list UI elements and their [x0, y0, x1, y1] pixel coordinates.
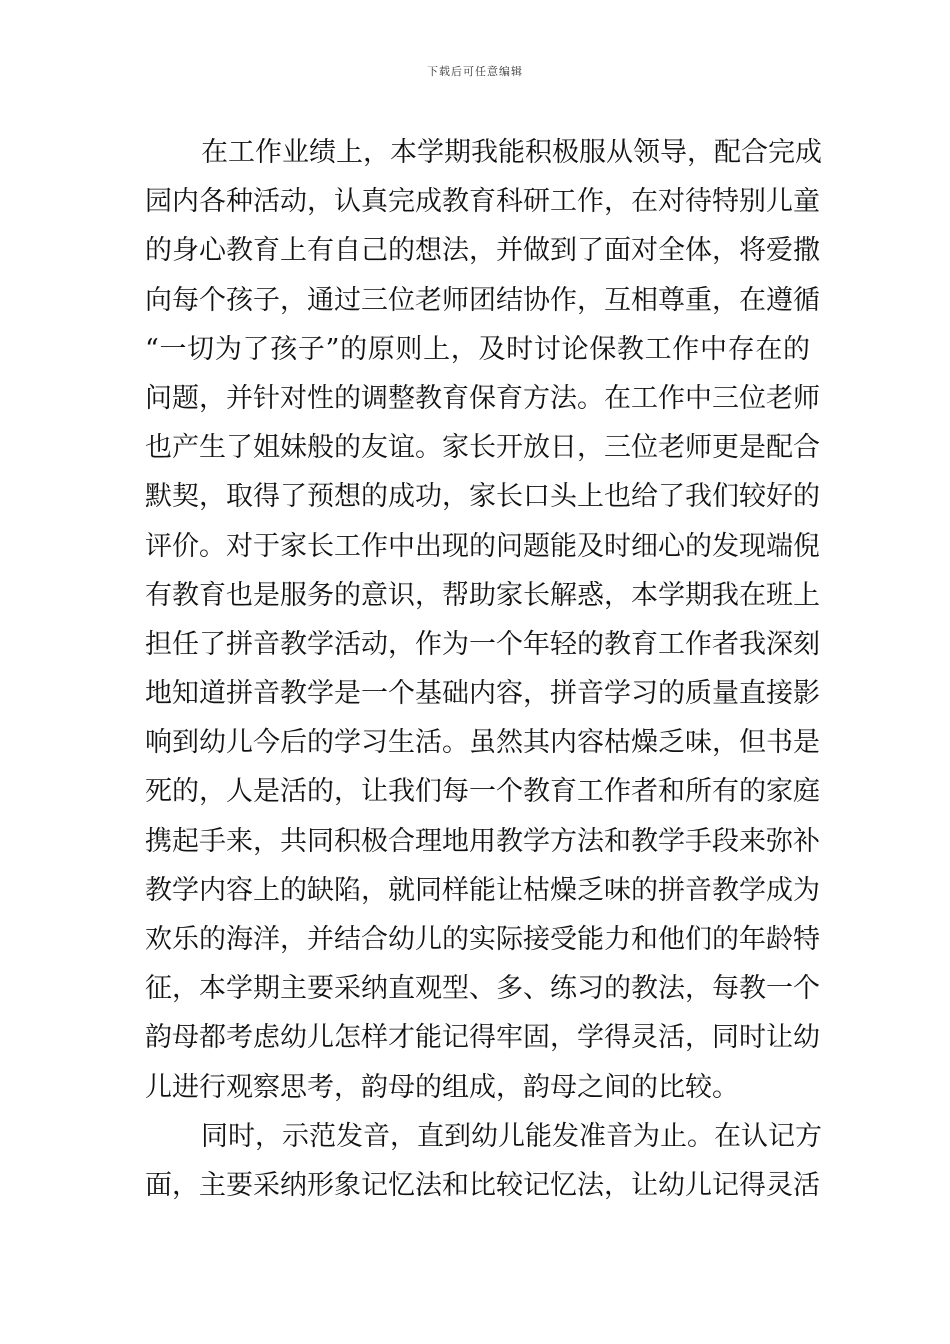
- text-line: 的身心教育上有自己的想法，并做到了面对全体，将爱撒: [145, 235, 820, 267]
- text-line: 在工作业绩上，本学期我能积极服从领导，配合完成: [201, 137, 822, 168]
- document-body: [145, 128, 822, 1210]
- text-line: 教学内容上的缺陷，就同样能让枯燥乏味的拼音教学成为: [145, 874, 820, 906]
- text-line: 面，主要采纳形象记忆法和比较记忆法，让幼儿记得灵活: [145, 1169, 820, 1201]
- text-line: 征，本学期主要采纳直观型、多、练习的教法，每教一个: [145, 973, 820, 1005]
- text-line: 担任了拼音教学活动，作为一个年轻的教育工作者我深刻: [145, 628, 820, 660]
- text-line: 问题，并针对性的调整教育保育方法。在工作中三位老师: [145, 382, 820, 414]
- text-line: 同时，示范发音，直到幼儿能发准音为止。在认记方: [201, 1120, 822, 1152]
- text-line: 地知道拼音教学是一个基础内容，拼音学习的质量直接影: [145, 678, 820, 710]
- page-header: 下载后可任意编辑: [427, 65, 523, 78]
- text-line: 韵母都考虑幼儿怎样才能记得牢固，学得灵活，同时让幼: [145, 1022, 820, 1054]
- text-line: 儿进行观察思考，韵母的组成，韵母之间的比较。: [145, 1071, 739, 1103]
- text-line: 评价。对于家长工作中出现的问题能及时细心的发现端倪: [145, 530, 820, 562]
- text-line: “一切为了孩子”的原则上，及时讨论保教工作中存在的: [145, 333, 810, 365]
- paragraph-1: [145, 128, 822, 1112]
- text-line: 携起手来，共同积极合理地用教学方法和教学手段来弥补: [145, 825, 820, 857]
- text-line: 有教育也是服务的意识，帮助家长解惑，本学期我在班上: [145, 579, 820, 611]
- paragraph-2: [145, 1112, 822, 1210]
- text-line: 也产生了姐妹般的友谊。家长开放日，三位老师更是配合: [145, 432, 820, 464]
- text-line: 园内各种活动，认真完成教育科研工作，在对待特别儿童: [145, 186, 820, 218]
- text-line: 默契，取得了预想的成功，家长口头上也给了我们较好的: [145, 481, 820, 513]
- text-line: 死的，人是活的，让我们每一个教育工作者和所有的家庭: [145, 776, 820, 808]
- text-line: 响到幼儿今后的学习生活。虽然其内容枯燥乏味，但书是: [145, 727, 820, 759]
- text-line: 欢乐的海洋，并结合幼儿的实际接受能力和他们的年龄特: [145, 924, 820, 955]
- text-line: 向每个孩子，通过三位老师团结协作，互相尊重，在遵循: [145, 284, 820, 316]
